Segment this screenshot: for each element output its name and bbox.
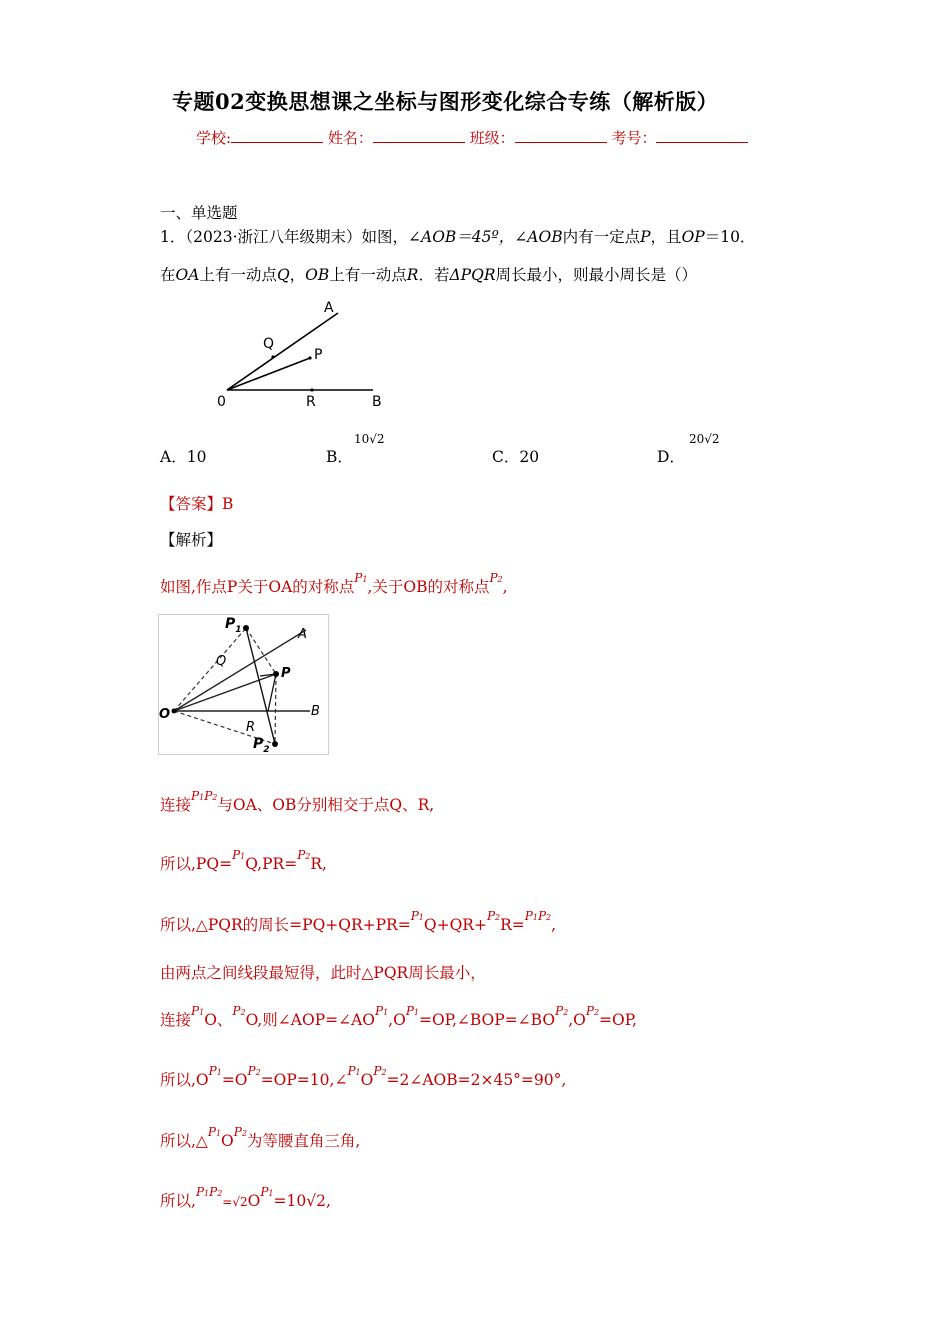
sym-p1: P1: [208, 1064, 222, 1078]
label-b: B: [311, 704, 320, 719]
point-q: [271, 355, 274, 358]
sym-p1: P1: [191, 1004, 205, 1018]
solution-figure: [158, 614, 330, 756]
sol-text: R=: [500, 916, 525, 934]
option-c[interactable]: [492, 445, 539, 467]
sol-text: 与OA、OB分别相交于点Q、R,: [217, 796, 435, 814]
option-key: D．: [657, 448, 685, 466]
sym-p1: P1: [347, 1064, 361, 1078]
sym-p2: P2: [537, 909, 552, 923]
label-q: Q: [263, 336, 275, 352]
point-o: [172, 709, 177, 714]
q-oa: OA: [175, 266, 200, 284]
option-value: 10: [186, 448, 207, 466]
sol-text: Q,PR=: [245, 855, 298, 873]
sol-text: ,O: [568, 1011, 586, 1029]
sol-text: O: [221, 1132, 234, 1150]
solution-line-4: [160, 909, 557, 935]
solution-line-9: [160, 1185, 331, 1211]
label-p2: $P_2$: [253, 736, 270, 755]
label-a: A: [298, 627, 307, 642]
sym-p2: P2: [233, 1125, 247, 1139]
sol-text: =2∠AOB=2×45°=90°,: [386, 1071, 567, 1089]
sol-text: 如图,作点P关于OA的对称点: [160, 578, 355, 596]
question-figure: [210, 296, 400, 414]
solution-line-5: 由两点之间线段最短得，此时△PQR周长最小，: [160, 964, 486, 982]
sym-p1: P1: [232, 848, 246, 862]
school-blank[interactable]: [231, 128, 323, 143]
label-p1: $P_1$: [225, 616, 242, 635]
q-angle2: ∠AOB: [514, 228, 563, 246]
sym-p1: P1: [410, 909, 424, 923]
sol-text: ,: [502, 578, 508, 596]
option-key: B．: [326, 448, 353, 466]
option-key: C．: [492, 448, 520, 466]
question-number: 1．: [160, 228, 186, 246]
label-r: R: [246, 720, 256, 735]
sol-text: O、: [204, 1011, 233, 1029]
sol-text: O: [247, 1192, 261, 1210]
sol-text: R,: [310, 855, 327, 873]
option-b-value: 10√2: [354, 432, 385, 446]
sym-p2: P2: [585, 1004, 600, 1018]
q-tri: ΔPQR: [449, 266, 496, 284]
solution-line-8: [160, 1125, 361, 1151]
label-p: P: [281, 666, 291, 681]
option-b[interactable]: [326, 445, 353, 467]
sym-p2: P2: [247, 1064, 261, 1078]
sol-text: =OP=10,∠: [260, 1071, 348, 1089]
school-label: 学校:: [196, 129, 232, 147]
solution-line-3: [160, 848, 327, 874]
name-blank[interactable]: [373, 128, 465, 143]
question-source: （2023·浙江八年级期末）: [185, 228, 362, 246]
option-d[interactable]: [657, 445, 685, 467]
class-label: 班级：: [469, 129, 515, 147]
question-line-1: [160, 225, 755, 247]
sol-text: 所以,: [160, 1192, 196, 1210]
sym-p1: P1: [207, 1125, 222, 1139]
section-heading: 一、单选题: [160, 204, 238, 222]
name-label: 姓名：: [327, 129, 373, 147]
sym-p2: P2: [489, 571, 503, 585]
q-angle: ∠AOB＝45º，: [408, 228, 515, 246]
sym-p2: P2: [555, 1004, 569, 1018]
q-text: ．若: [418, 266, 450, 284]
sym-p1: P1: [375, 1004, 389, 1018]
sol-text: ,: [325, 1192, 331, 1210]
sol-text: 所以,PQ=: [160, 855, 233, 873]
sol-text: 所以,△PQR的周长=PQ+QR+PR=: [160, 916, 411, 934]
label-r: R: [306, 394, 316, 410]
sym-p2: P2: [373, 1064, 387, 1078]
sol-text: Q+QR+: [423, 916, 487, 934]
q-r: R: [406, 266, 419, 284]
sym-p1: P1: [260, 1185, 274, 1199]
point-p2: [272, 741, 278, 747]
solution-line-1: [160, 571, 508, 597]
q-text: 上有一动点: [199, 266, 277, 284]
sym-p2: P2: [204, 789, 218, 803]
exam-no-blank[interactable]: [656, 128, 748, 143]
q-op: OP: [681, 228, 705, 246]
point-r: [310, 388, 313, 391]
sym-p2: P2: [209, 1185, 223, 1199]
label-b: B: [372, 394, 382, 410]
q-text: ，: [289, 266, 306, 284]
label-a: A: [324, 300, 334, 316]
sol-formula: =√2: [222, 1195, 248, 1209]
sol-text: ,: [551, 916, 557, 934]
sol-text: O,则∠AOP=∠AO: [245, 1011, 375, 1029]
sol-formula: =10√2: [273, 1192, 326, 1210]
point-p: [273, 671, 279, 677]
option-d-value: 20√2: [689, 432, 720, 446]
option-value: 20: [519, 448, 540, 466]
q-text: 上有一动点: [329, 266, 407, 284]
sol-text: =OP,: [599, 1011, 637, 1029]
sol-text: O: [360, 1071, 374, 1089]
sym-p1: P1: [405, 1004, 419, 1018]
sym-p1: P1: [354, 571, 368, 585]
question-line-2: [160, 263, 697, 285]
q-text: 在: [160, 266, 176, 284]
q-text: 如图，: [361, 228, 409, 246]
q-q: Q: [276, 266, 290, 284]
exam-no-label: 考号：: [611, 129, 657, 147]
sol-text: ,关于OB的对称点: [367, 578, 490, 596]
option-key: A．: [160, 448, 187, 466]
point-p1: [243, 625, 249, 631]
solution-line-7: [160, 1064, 567, 1090]
analysis-tag: 【解析】: [160, 531, 223, 549]
sol-text: =O: [221, 1071, 248, 1089]
segment-op: [227, 358, 310, 390]
q-point: P: [640, 228, 651, 246]
sym-p1: P1: [191, 789, 205, 803]
q-text: 周长最小，则最小周长是（）: [495, 266, 698, 284]
sym-p2: P2: [297, 848, 311, 862]
label-p: P: [314, 347, 323, 363]
sol-text: =OP,∠BOP=∠BO: [418, 1011, 556, 1029]
sym-p2: P2: [232, 1004, 246, 1018]
sol-text: 连接: [160, 796, 192, 814]
info-fields: [196, 127, 748, 148]
sol-text: 所以,△: [160, 1132, 208, 1150]
solution-line-6: [160, 1004, 637, 1030]
answer-tag: 【答案】B: [160, 495, 234, 513]
sym-p2: P2: [486, 909, 501, 923]
sym-p1: P1: [195, 1185, 210, 1199]
page-title: 专题02变换思想课之坐标与图形变化综合专练（解析版）: [172, 89, 719, 114]
sol-text: 为等腰直角三角,: [246, 1132, 361, 1150]
q-ob: OB: [305, 266, 330, 284]
solution-line-2: [160, 789, 435, 815]
q-text: 内有一定点: [562, 228, 641, 246]
sol-text: ,O: [388, 1011, 406, 1029]
sol-text: 所以,O: [160, 1071, 209, 1089]
option-a[interactable]: [160, 445, 206, 467]
class-blank[interactable]: [515, 128, 607, 143]
point-p: [308, 356, 311, 359]
label-o: O: [159, 707, 171, 722]
q-op-val: ＝10．: [704, 228, 756, 246]
label-q: Q: [216, 654, 227, 669]
sym-p1: P1: [524, 909, 538, 923]
q-text: ，且: [650, 228, 682, 246]
label-o: 0: [217, 394, 226, 410]
sol-text: 连接: [160, 1011, 192, 1029]
